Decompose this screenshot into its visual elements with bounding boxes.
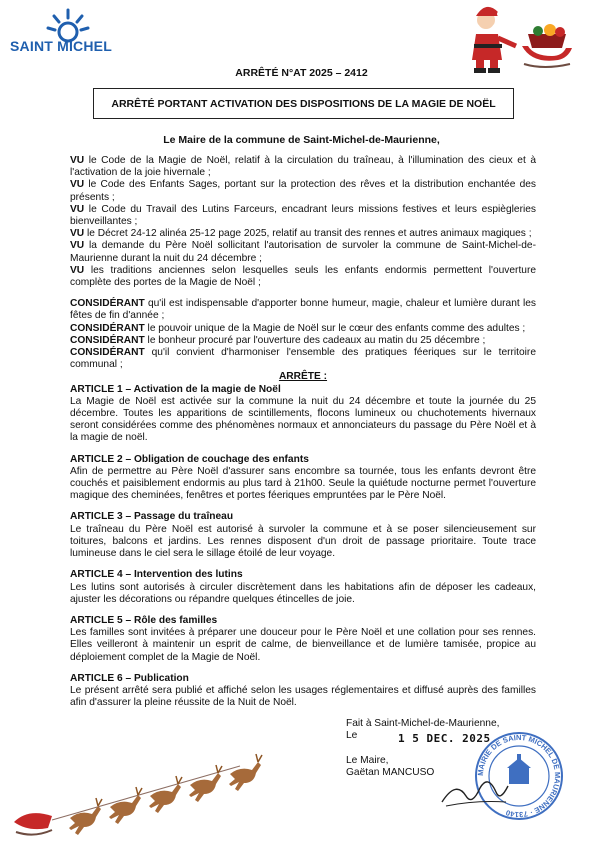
article-title: ARTICLE 4 – Intervention des lutins [70, 569, 243, 581]
arrete-heading: ARRÊTE : [278, 371, 328, 383]
considerant-item: CONSIDÉRANT qu'il convient d'harmoniser l'ensemble des pratiques féeriques sur le territoire communal ; [70, 347, 536, 371]
seal-text: MAIRIE DE SAINT MICHEL DE MAURIENNE · 73140 [475, 732, 563, 820]
article-5 [70, 615, 536, 664]
article-title: ARTICLE 6 – Publication [70, 672, 189, 684]
date-stamp: 1 5 DEC. 2025 [398, 732, 491, 745]
considerant-section [70, 298, 536, 371]
vu-item: VU le Décret 24-12 alinéa 25-12 page 2025, relatif au transit des rennes et autres animaux magiques ; [70, 228, 532, 240]
vu-item: VU le Code du Travail des Lutins Farceurs, encadrant leurs missions festives et leurs espiègleries bienveillantes ; [70, 203, 536, 228]
signature-le: Le [346, 730, 358, 742]
article-title: ARTICLE 1 – Activation de la magie de Noël [70, 383, 281, 395]
signature-role: Le Maire, [346, 754, 389, 766]
decree-body [70, 155, 536, 718]
article-text: Le présent arrêté sera publié et affiché selon les usages réglementaires et diffusé auprès des familles afin d'assurer la pleine réussite de la Nuit de Noël. [70, 684, 536, 709]
article-6 [70, 673, 536, 710]
reindeer-sleigh-illustration [10, 752, 272, 840]
article-2 [70, 454, 536, 503]
article-text: Les lutins sont autorisés à circuler discrètement dans les habitations afin de déposer les cadeaux, ajuster les décorations ou répandre quelques étincelles de joie. [70, 581, 536, 605]
article-text: Les familles sont invitées à préparer une douceur pour le Père Noël et une collation pour ses rennes. Elles veilleront à maintenir un esprit de calme, de bienveillance et de lumière tamisée, propice au déploiement complet de la Magie de Noël. [70, 627, 536, 663]
decree-title-box [93, 88, 514, 119]
article-1 [70, 384, 536, 445]
vu-item: VU les traditions anciennes selon lesquelles seuls les enfants endormis permettent l'ouverture complète des portes de la Magie de Noël ; [70, 264, 536, 289]
signature-place: Fait à Saint-Michel-de-Maurienne, [346, 718, 500, 729]
mayor-line: Le Maire de la commune de Saint-Michel-de-Maurienne, [163, 134, 440, 146]
article-4 [70, 569, 536, 606]
article-title: ARTICLE 3 – Passage du traîneau [70, 511, 234, 523]
vu-item: VU la demande du Père Noël sollicitant l'autorisation de survoler la commune de Saint-Michel-de-Maurienne durant la nuit du 24 décembre ; [70, 240, 536, 264]
article-3 [70, 511, 536, 560]
considerant-item: CONSIDÉRANT qu'il est indispensable d'apporter bonne humeur, magie, chaleur et lumière durant les fêtes de fin d'année ; [70, 298, 536, 322]
vu-item: VU le Code de la Magie de Noël, relatif à la circulation du traîneau, à l'illumination des cieux et à l'activation de la joie hivernale ; [70, 155, 536, 179]
logo-text: SAINT MICHEL [10, 38, 112, 54]
article-title: ARTICLE 5 – Rôle des familles [70, 614, 218, 626]
decree-title: ARRÊTÉ PORTANT ACTIVATION DES DISPOSITIONS DE LA MAGIE DE NOËL [111, 97, 496, 110]
signature-name: Gaëtan MANCUSO [346, 767, 435, 779]
handwritten-signature [440, 772, 510, 812]
article-text: Afin de permettre au Père Noël d'assurer sans encombre sa tournée, tous les enfants devront être couchés et paisiblement endormis au plus tard à 21h00. Seule la quiétude nocturne permet l'ouverture magique des cheminées, fenêtres et portes féeriques empruntées par le Père Noël. [70, 465, 536, 502]
article-text: Le traîneau du Père Noël est autorisé à survoler la commune et à se poser silencieusement sur toitures, balcons et jardins. Les rennes disposent d'un droit de passage prioritaire. Toute trace lumineuse dans le ciel sera le sillage étoilé de leur voyage. [70, 523, 536, 560]
considerant-item: CONSIDÉRANT le pouvoir unique de la Magie de Noël sur le cœur des enfants comme des adultes ; [70, 322, 526, 334]
vu-section [70, 155, 536, 289]
considerant-item: CONSIDÉRANT le bonheur procuré par l'ouverture des cadeaux au matin du 25 décembre ; [70, 334, 486, 346]
saint-michel-logo [10, 6, 122, 66]
decree-reference: ARRÊTÉ N°AT 2025 – 2412 [235, 67, 368, 79]
article-title: ARTICLE 2 – Obligation de couchage des enfants [70, 453, 309, 465]
vu-item: VU le Code des Enfants Sages, portant sur la protection des rêves et la distribution enchantée des présents ; [70, 179, 536, 203]
article-text: La Magie de Noël est activée sur la commune la nuit du 24 décembre et toute la journée du 25 décembre. Toutes les apparitions de scintillements, flocons lumineux ou chuchotements hivernaux seront considérées comme des phénomènes normaux et annonciateurs du passage du Père Noël et à la magie de noël. [70, 395, 536, 444]
